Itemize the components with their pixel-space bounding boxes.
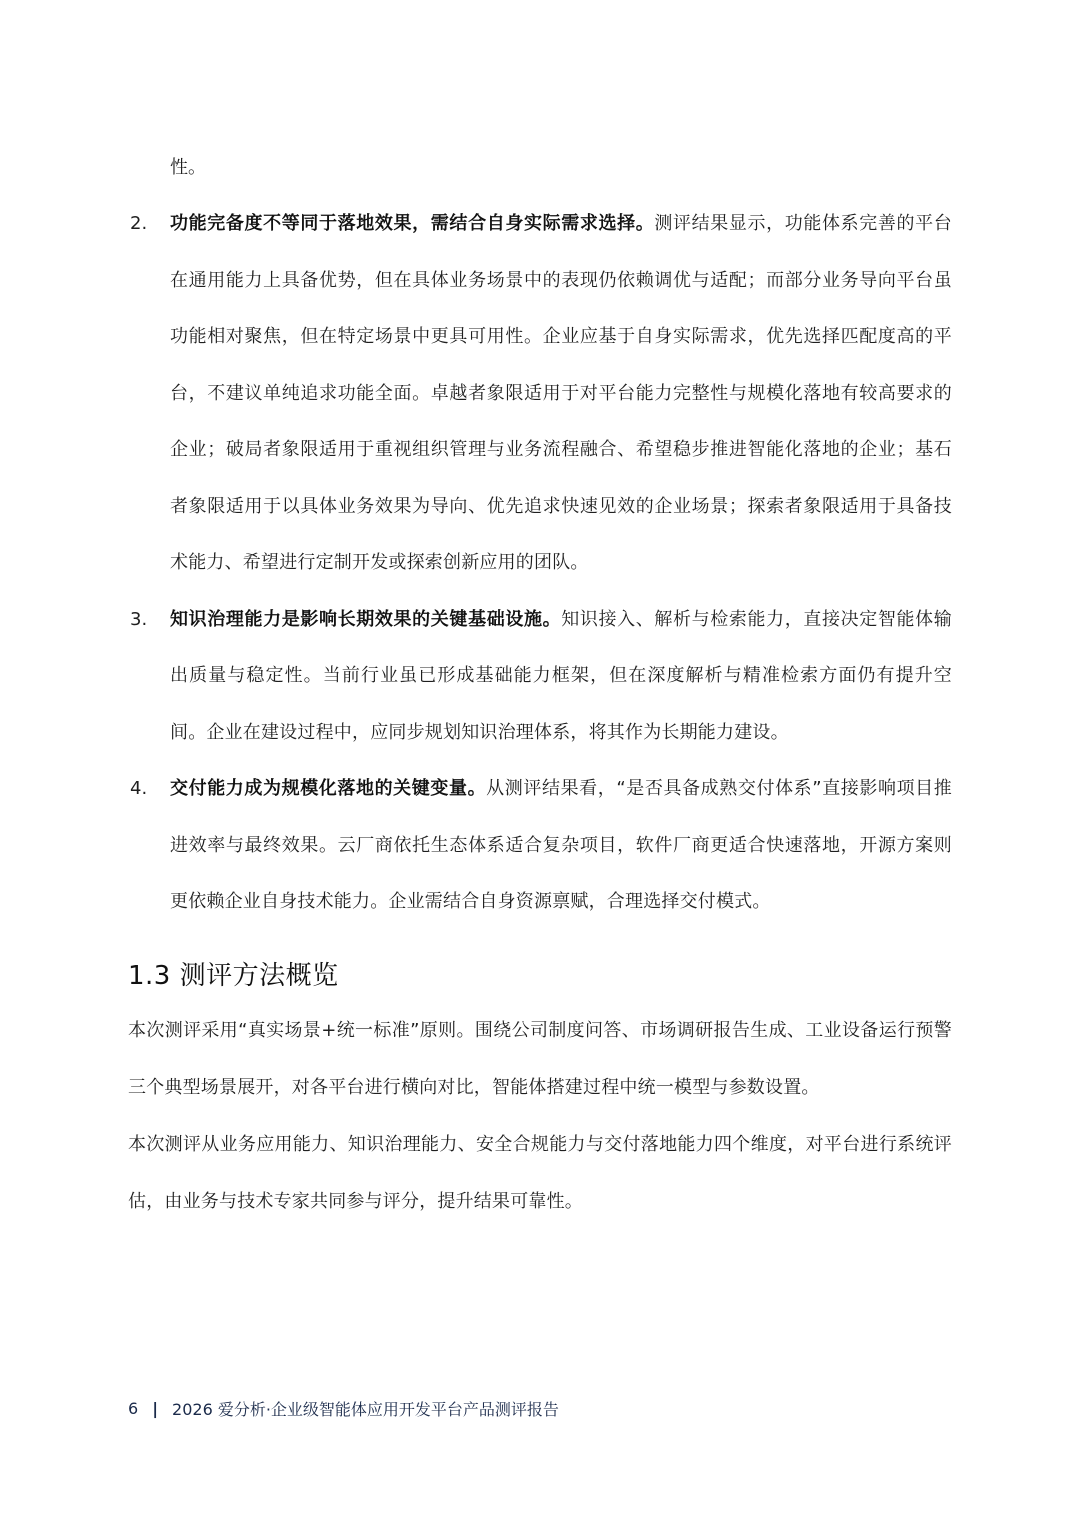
list-item-lead: 知识治理能力是影响长期效果的关键基础设施。 [170, 608, 562, 630]
continuation-text: 性。 [170, 157, 206, 178]
list-item-number: 4. [130, 778, 148, 799]
list-item-number: 2. [130, 213, 148, 234]
list-item [0, 592, 1080, 762]
list-item-text: 知识接入、解析与检索能力，直接决定智能体输出质量与稳定性。当前行业虽已形成基础能力框架，但在深度解析与精准检索方面仍有提升空间。企业在建设过程中，应同步规划知识治理体系，将其作为长期能力建设。 [170, 608, 952, 743]
section-heading: 1.3 测评方法概览 [128, 961, 339, 991]
list-item-text: 从测评结果看，“是否具备成熟交付体系”直接影响项目推进效率与最终效果。云厂商依托生态体系适合复杂项目，软件厂商更适合快速落地，开源方案则更依赖企业自身技术能力。企业需结合自身资源禀赋，合理选择交付模式。 [170, 778, 952, 912]
list-item-number: 3. [130, 608, 148, 630]
page-number: 6 [128, 1399, 139, 1418]
findings-list [0, 196, 1080, 931]
section-paragraph: 本次测评采用“真实场景+统一标准”原则。围绕公司制度问答、市场调研报告生成、工业设备运行预警三个典型场景展开，对各平台进行横向对比，智能体搭建过程中统一模型与参数设置。 [128, 1020, 952, 1098]
list-item [0, 761, 1080, 931]
report-title: 2026 爱分析·企业级智能体应用开发平台产品测评报告 [172, 1400, 559, 1419]
page-footer [128, 1397, 559, 1420]
list-item-text: 测评结果显示，功能体系完善的平台在通用能力上具备优势，但在具体业务场景中的表现仍依赖调优与适配；而部分业务导向平台虽功能相对聚焦，但在特定场景中更具可用性。企业应基于自身实际需求，优先选择匹配度高的平台，不建议单纯追求功能全面。卓越者象限适用于对平台能力完整性与规模化落地有较高要求的企业；破局者象限适用于重视组织管理与业务流程融合、希望稳步推进智能化落地的企业；基石者象限适用于以具体业务效果为导向、优先追求快速见效的企业场景；探索者象限适用于具备技术能力、希望进行定制开发或探索创新应用的团队。 [170, 213, 952, 573]
list-item-lead: 交付能力成为规模化落地的关键变量。 [170, 778, 487, 799]
list-item-lead: 功能完备度不等同于落地效果，需结合自身实际需求选择。 [170, 213, 655, 234]
section-paragraph: 本次测评从业务应用能力、知识治理能力、安全合规能力与交付落地能力四个维度，对平台进行系统评估，由业务与技术专家共同参与评分，提升结果可靠性。 [128, 1134, 952, 1212]
list-item-body [170, 196, 952, 592]
footer-separator: | [152, 1399, 159, 1418]
list-item-body [170, 592, 952, 762]
list-item [0, 196, 1080, 592]
list-item-body [170, 761, 952, 931]
